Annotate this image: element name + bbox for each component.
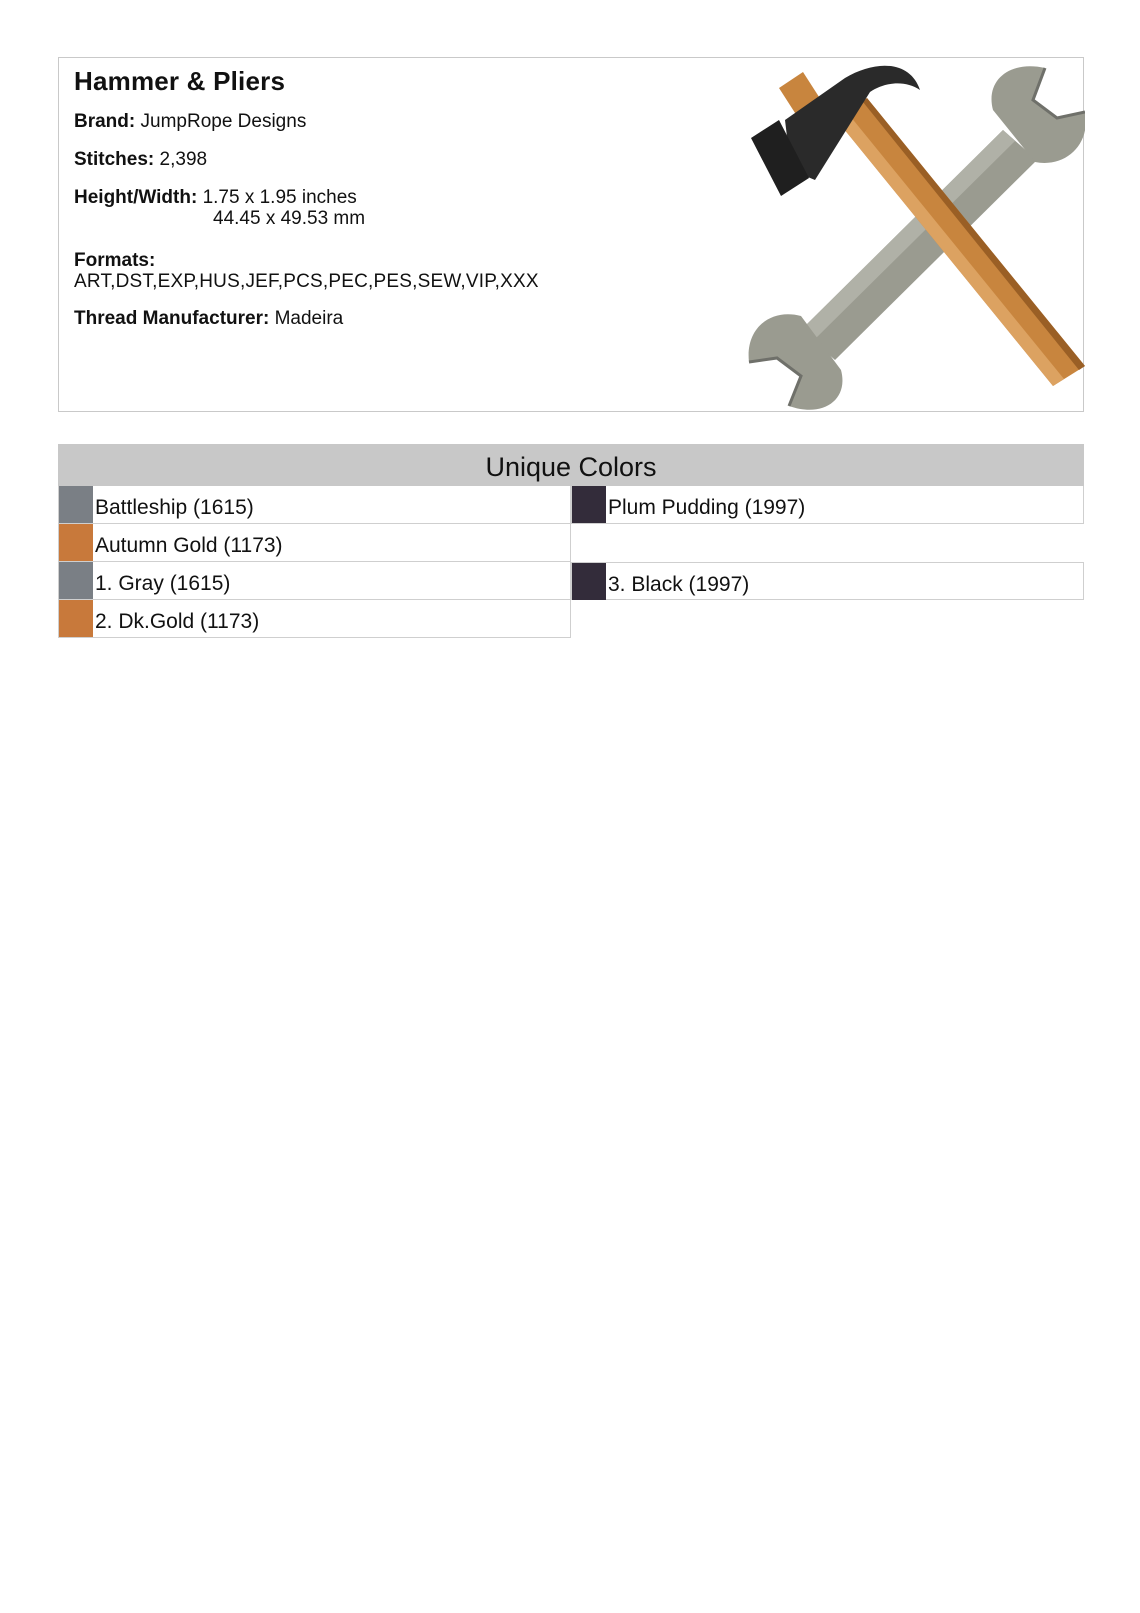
color-row [571,562,1084,600]
stitches-label: Stitches: [74,149,155,170]
color-row [571,486,1084,524]
thread-line [74,308,674,330]
color-swatch [59,600,93,637]
color-swatch [572,563,606,600]
brand-line [74,111,674,133]
design-details [74,66,674,346]
unique-colors-header: Unique Colors [58,444,1084,486]
color-swatch [59,486,93,523]
color-label: 2. Dk.Gold (1173) [95,610,260,633]
thread-value: Madeira [274,308,344,329]
size-inches: 1.75 x 1.95 inches [202,187,357,208]
formats-value: ART,DST,EXP,HUS,JEF,PCS,PEC,PES,SEW,VIP,XXX [74,271,539,292]
color-row [58,562,571,600]
color-swatch [59,524,93,561]
stitches-line [74,149,674,171]
formats-label: Formats: [74,250,156,271]
colors-grid [58,486,1084,646]
size-line [74,187,674,230]
stitches-value: 2,398 [159,149,208,170]
color-label: Plum Pudding (1997) [608,496,806,519]
color-swatch [572,486,606,523]
design-info-card [58,57,1084,412]
color-label: 3. Black (1997) [608,573,750,596]
hammer-wrench-image [745,60,1085,411]
color-row [58,524,571,562]
unique-colors-table [58,444,1084,646]
color-label: 1. Gray (1615) [95,572,231,595]
color-label: Battleship (1615) [95,496,254,519]
size-label: Height/Width: [74,187,198,208]
color-swatch [59,562,93,599]
color-label: Autumn Gold (1173) [95,534,283,557]
design-title: Hammer & Pliers [74,66,286,96]
size-mm: 44.45 x 49.53 mm [213,208,366,229]
color-row [58,600,571,638]
brand-value: JumpRope Designs [140,111,307,132]
brand-label: Brand: [74,111,136,132]
color-row [58,486,571,524]
formats-line [74,250,674,292]
thread-label: Thread Manufacturer: [74,308,270,329]
